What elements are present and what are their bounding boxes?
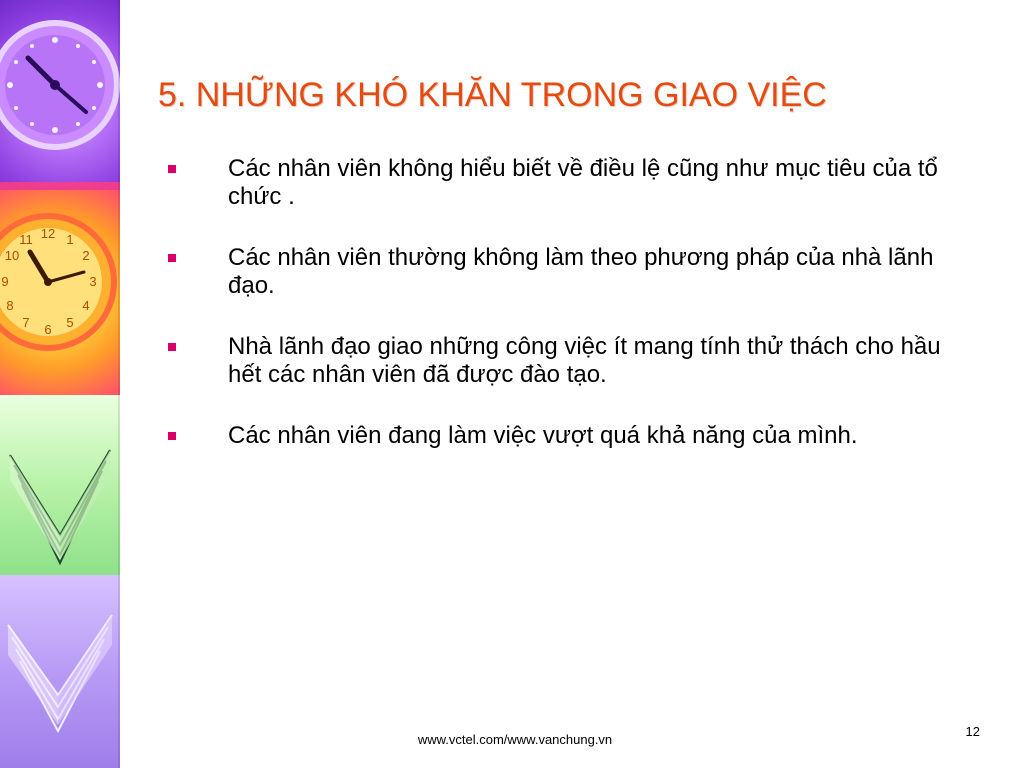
footer-url: www.vctel.com/www.vanchung.vn	[417, 732, 613, 747]
green-book-panel	[0, 395, 120, 575]
square-bullet-icon	[168, 432, 176, 440]
bullet-item	[160, 422, 980, 450]
square-bullet-icon	[168, 254, 176, 262]
svg-text:7: 7	[22, 315, 30, 330]
bullet-text: Các nhân viên thường không làm theo phương pháp của nhà lãnh đạo.	[228, 244, 934, 299]
side-decoration-strip	[0, 0, 120, 768]
bullet-item	[160, 244, 980, 300]
bullet-item	[160, 155, 980, 211]
bullet-text: Các nhân viên đang làm việc vượt quá khả năng của mình.	[228, 422, 858, 449]
orange-clock-panel	[0, 190, 120, 395]
bullet-item	[160, 333, 980, 389]
bullet-text: Các nhân viên không hiểu biết về điều lệ cũng như mục tiêu của tổ chức .	[228, 155, 938, 210]
svg-text:11: 11	[19, 232, 33, 247]
square-bullet-icon	[168, 343, 176, 351]
square-bullet-icon	[168, 165, 176, 173]
svg-text:8: 8	[6, 298, 14, 313]
slide-title: 5. NHỮNG KHÓ KHĂN TRONG GIAO VIỆC	[158, 76, 827, 114]
bullet-text: Nhà lãnh đạo giao những công việc ít mang tính thử thách cho hầu hết các nhân viên đã được đào tạo.	[228, 333, 941, 388]
svg-text:3: 3	[89, 274, 97, 289]
svg-text:12: 12	[40, 226, 56, 241]
purple-clock-panel	[0, 0, 120, 190]
lilac-book-panel	[0, 575, 120, 768]
svg-text:6: 6	[44, 322, 52, 337]
svg-text:9: 9	[1, 274, 9, 289]
slide-number: 12	[965, 724, 980, 739]
strip-shadow	[118, 0, 120, 768]
clock-icon	[0, 190, 120, 395]
svg-text:1: 1	[66, 232, 74, 247]
book-icon	[0, 395, 120, 575]
svg-text:5: 5	[66, 315, 74, 330]
svg-text:10: 10	[4, 248, 20, 263]
bullet-list	[160, 155, 980, 483]
svg-text:4: 4	[82, 298, 90, 313]
svg-text:2: 2	[82, 248, 90, 263]
clock-icon	[0, 0, 120, 190]
book-icon	[0, 575, 120, 768]
